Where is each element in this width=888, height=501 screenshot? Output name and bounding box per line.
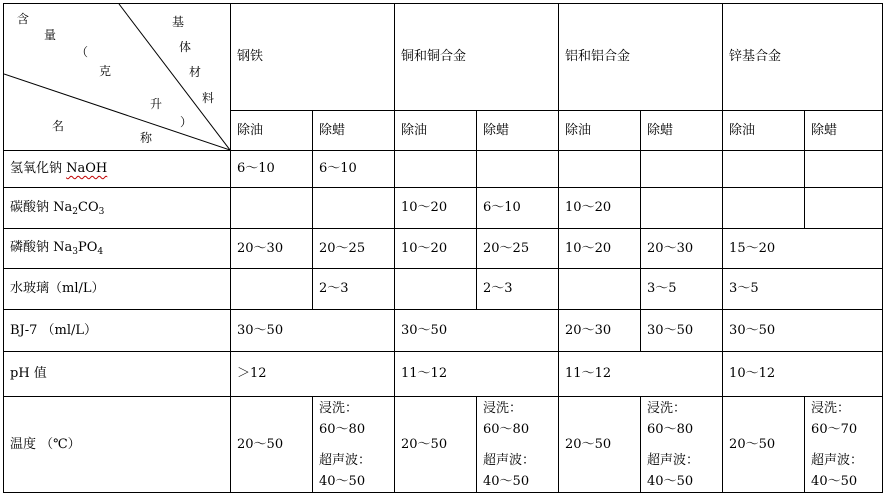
- corner-char: 克: [99, 64, 112, 78]
- table-row-bj7: [4, 310, 883, 352]
- corner-char: 称: [140, 131, 153, 145]
- corner-char: 体: [179, 40, 192, 54]
- row-name: 碳酸钠 $Na_2CO_3$: [4, 188, 231, 229]
- cleaning-solution-table: [3, 3, 883, 493]
- value-cell: 30～50: [395, 310, 559, 352]
- value-cell: 2～3: [313, 269, 395, 310]
- table-row-ph: [4, 352, 883, 397]
- material-header-copper: 铜和铜合金: [395, 4, 559, 111]
- value-cell: 20～30: [559, 310, 641, 352]
- value-cell: [805, 151, 883, 188]
- value-cell: 20～30: [641, 229, 723, 269]
- cropped-footer-edge: [0, 497, 888, 501]
- value-cell: 11～12: [559, 352, 723, 397]
- value-cell: [723, 188, 805, 229]
- value-cell: 30～50: [231, 310, 395, 352]
- table-row-temperature: [4, 397, 883, 493]
- value-cell: [231, 188, 313, 229]
- process-header-degrease: 除油: [231, 111, 313, 151]
- row-name: BJ-7 （ml/L）: [4, 310, 231, 352]
- value-cell: 6～10: [477, 188, 559, 229]
- value-cell: [231, 269, 313, 310]
- table-row-na3po4: [4, 229, 883, 269]
- process-header-degrease: 除油: [723, 111, 805, 151]
- table-row-na2co3: [4, 188, 883, 229]
- corner-char: 料: [202, 91, 215, 105]
- value-cell: [395, 151, 477, 188]
- value-cell: 20～50: [395, 397, 477, 493]
- corner-char: ）: [180, 115, 193, 129]
- value-cell: [559, 269, 641, 310]
- value-cell: 20～50: [559, 397, 641, 493]
- material-header-zinc: 锌基合金: [723, 4, 883, 111]
- value-cell: 30～50: [641, 310, 723, 352]
- value-cell: [723, 151, 805, 188]
- value-cell: 3～5: [641, 269, 723, 310]
- value-cell: 6～10: [313, 151, 395, 188]
- value-cell: [477, 151, 559, 188]
- value-cell: 2～3: [477, 269, 559, 310]
- temp-dewax-cell: 浸洗： 60～80 超声波： 40～50: [477, 397, 559, 493]
- corner-char: 基: [172, 15, 185, 29]
- value-cell: [805, 188, 883, 229]
- corner-char: 材: [189, 65, 202, 79]
- value-cell: 20～25: [313, 229, 395, 269]
- temp-dewax-cell: 浸洗： 60～80 超声波： 40～50: [313, 397, 395, 493]
- value-cell: 20～30: [231, 229, 313, 269]
- value-cell: 10～20: [559, 188, 641, 229]
- formula-naoh: NaOH: [66, 161, 108, 176]
- value-cell: [641, 188, 723, 229]
- temp-dewax-cell: 浸洗： 60～80 超声波： 40～50: [641, 397, 723, 493]
- corner-char: （: [76, 45, 89, 59]
- diagonal-header-cell: [4, 4, 231, 151]
- row-name: 磷酸钠 $Na_3PO_4$: [4, 229, 231, 269]
- process-header-dewax: 除蜡: [313, 111, 395, 151]
- process-header-degrease: 除油: [395, 111, 477, 151]
- value-cell: 20～25: [477, 229, 559, 269]
- row-name: 氢氧化钠 NaOH: [4, 151, 231, 188]
- value-cell: 20～50: [231, 397, 313, 493]
- value-cell: 15～20: [723, 229, 883, 269]
- process-header-dewax: 除蜡: [641, 111, 723, 151]
- value-cell: [641, 151, 723, 188]
- process-header-degrease: 除油: [559, 111, 641, 151]
- value-cell: [395, 269, 477, 310]
- value-cell: 10～20: [395, 229, 477, 269]
- value-cell: [559, 151, 641, 188]
- corner-char: 量: [44, 28, 57, 42]
- table-row-water-glass: [4, 269, 883, 310]
- value-cell: 11～12: [395, 352, 559, 397]
- row-name: 水玻璃（ml/L）: [4, 269, 231, 310]
- value-cell: 3～5: [723, 269, 883, 310]
- value-cell: 10～20: [395, 188, 477, 229]
- temp-dewax-cell: 浸洗： 60～70 超声波： 40～50: [805, 397, 883, 493]
- value-cell: 10～12: [723, 352, 883, 397]
- value-cell: 6～10: [231, 151, 313, 188]
- process-header-dewax: 除蜡: [805, 111, 883, 151]
- value-cell: ＞12: [231, 352, 395, 397]
- corner-char: 名: [52, 119, 65, 133]
- process-header-dewax: 除蜡: [477, 111, 559, 151]
- row-name: pH 值: [4, 352, 231, 397]
- material-header-steel: 钢铁: [231, 4, 395, 111]
- corner-char: 含: [17, 12, 30, 26]
- value-cell: 30～50: [723, 310, 883, 352]
- corner-char: 升: [150, 97, 163, 111]
- value-cell: 10～20: [559, 229, 641, 269]
- header-row-materials: [4, 4, 883, 111]
- material-header-aluminum: 铝和铝合金: [559, 4, 723, 111]
- row-name: 温度 （℃）: [4, 397, 231, 493]
- value-cell: 20～50: [723, 397, 805, 493]
- table-row-naoh: [4, 151, 883, 188]
- value-cell: [313, 188, 395, 229]
